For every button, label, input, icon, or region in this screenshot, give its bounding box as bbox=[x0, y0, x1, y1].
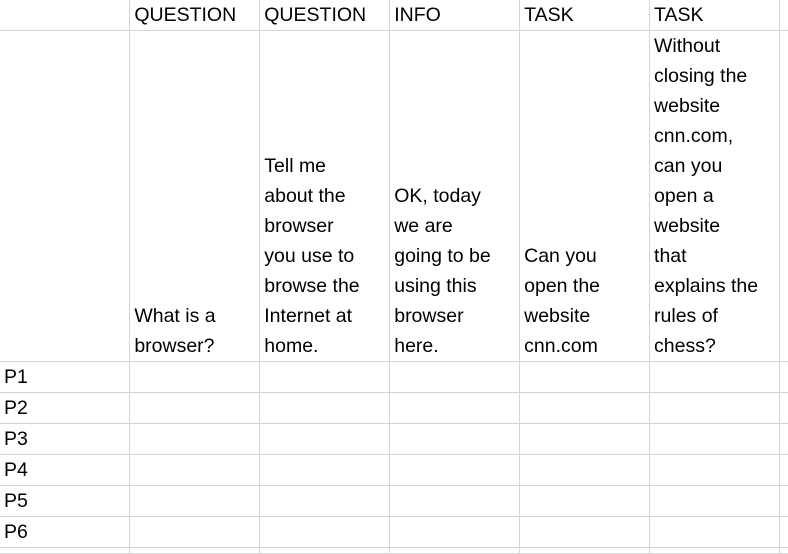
response-cell[interactable] bbox=[260, 393, 390, 424]
empty-cell[interactable] bbox=[0, 548, 130, 554]
prompt-cell-info[interactable]: OK, today we are going to be using this browser here. bbox=[390, 31, 520, 362]
response-cell[interactable] bbox=[260, 486, 390, 517]
response-cell[interactable] bbox=[130, 393, 260, 424]
participant-row bbox=[0, 362, 788, 393]
response-cell[interactable] bbox=[520, 424, 650, 455]
empty-cell[interactable] bbox=[130, 548, 260, 554]
prompt-cell-task-1[interactable]: Can you open the website cnn.com bbox=[520, 31, 650, 362]
response-cell[interactable] bbox=[779, 362, 788, 393]
response-cell[interactable] bbox=[779, 486, 788, 517]
participant-label[interactable]: P5 bbox=[0, 486, 130, 517]
response-cell[interactable] bbox=[130, 424, 260, 455]
response-cell[interactable] bbox=[390, 455, 520, 486]
response-cell[interactable] bbox=[650, 362, 780, 393]
response-cell[interactable] bbox=[260, 455, 390, 486]
response-cell[interactable] bbox=[390, 424, 520, 455]
response-cell[interactable] bbox=[130, 362, 260, 393]
empty-cell[interactable] bbox=[260, 548, 390, 554]
response-cell[interactable] bbox=[779, 455, 788, 486]
response-cell[interactable] bbox=[650, 486, 780, 517]
partial-row bbox=[0, 548, 788, 554]
response-cell[interactable] bbox=[650, 393, 780, 424]
response-cell[interactable] bbox=[779, 393, 788, 424]
response-cell[interactable] bbox=[650, 424, 780, 455]
participant-row bbox=[0, 424, 788, 455]
response-cell[interactable] bbox=[779, 424, 788, 455]
header-cell-task-2[interactable]: TASK bbox=[650, 0, 780, 31]
response-cell[interactable] bbox=[779, 517, 788, 548]
empty-cell[interactable] bbox=[650, 548, 780, 554]
header-row bbox=[0, 0, 788, 31]
response-cell[interactable] bbox=[650, 517, 780, 548]
response-cell[interactable] bbox=[130, 486, 260, 517]
response-cell[interactable] bbox=[130, 517, 260, 548]
empty-cell[interactable] bbox=[779, 548, 788, 554]
header-cell-task-1[interactable]: TASK bbox=[520, 0, 650, 31]
response-cell[interactable] bbox=[260, 424, 390, 455]
prompt-row bbox=[0, 31, 788, 362]
response-cell[interactable] bbox=[650, 455, 780, 486]
participant-label[interactable]: P6 bbox=[0, 517, 130, 548]
response-cell[interactable] bbox=[390, 393, 520, 424]
response-cell[interactable] bbox=[390, 517, 520, 548]
response-cell[interactable] bbox=[390, 486, 520, 517]
participant-label[interactable]: P4 bbox=[0, 455, 130, 486]
participant-label[interactable]: P3 bbox=[0, 424, 130, 455]
response-cell[interactable] bbox=[390, 362, 520, 393]
participant-row bbox=[0, 486, 788, 517]
participant-row bbox=[0, 517, 788, 548]
response-cell[interactable] bbox=[260, 517, 390, 548]
response-cell[interactable] bbox=[520, 393, 650, 424]
cell-a1[interactable] bbox=[0, 0, 130, 31]
response-cell[interactable] bbox=[520, 455, 650, 486]
participant-label[interactable]: P2 bbox=[0, 393, 130, 424]
prompt-cell-question-1[interactable]: What is a browser? bbox=[130, 31, 260, 362]
prompt-cell-question-2[interactable]: Tell me about the browser you use to browse the Internet at home. bbox=[260, 31, 390, 362]
response-cell[interactable] bbox=[520, 517, 650, 548]
response-cell[interactable] bbox=[520, 362, 650, 393]
header-cell-question-1[interactable]: QUESTION bbox=[130, 0, 260, 31]
response-cell[interactable] bbox=[260, 362, 390, 393]
response-cell[interactable] bbox=[130, 455, 260, 486]
header-cell-info[interactable]: INFO bbox=[390, 0, 520, 31]
empty-cell[interactable] bbox=[520, 548, 650, 554]
empty-cell[interactable] bbox=[390, 548, 520, 554]
participant-row bbox=[0, 393, 788, 424]
cell-g1[interactable] bbox=[779, 0, 788, 31]
cell-a2[interactable] bbox=[0, 31, 130, 362]
participant-label[interactable]: P1 bbox=[0, 362, 130, 393]
cell-g2[interactable] bbox=[779, 31, 788, 362]
response-cell[interactable] bbox=[520, 486, 650, 517]
header-cell-question-2[interactable]: QUESTION bbox=[260, 0, 390, 31]
prompt-cell-task-2[interactable]: Without closing the website cnn.com, can you open a website that explains the rules of chess? bbox=[650, 31, 780, 362]
participant-row bbox=[0, 455, 788, 486]
